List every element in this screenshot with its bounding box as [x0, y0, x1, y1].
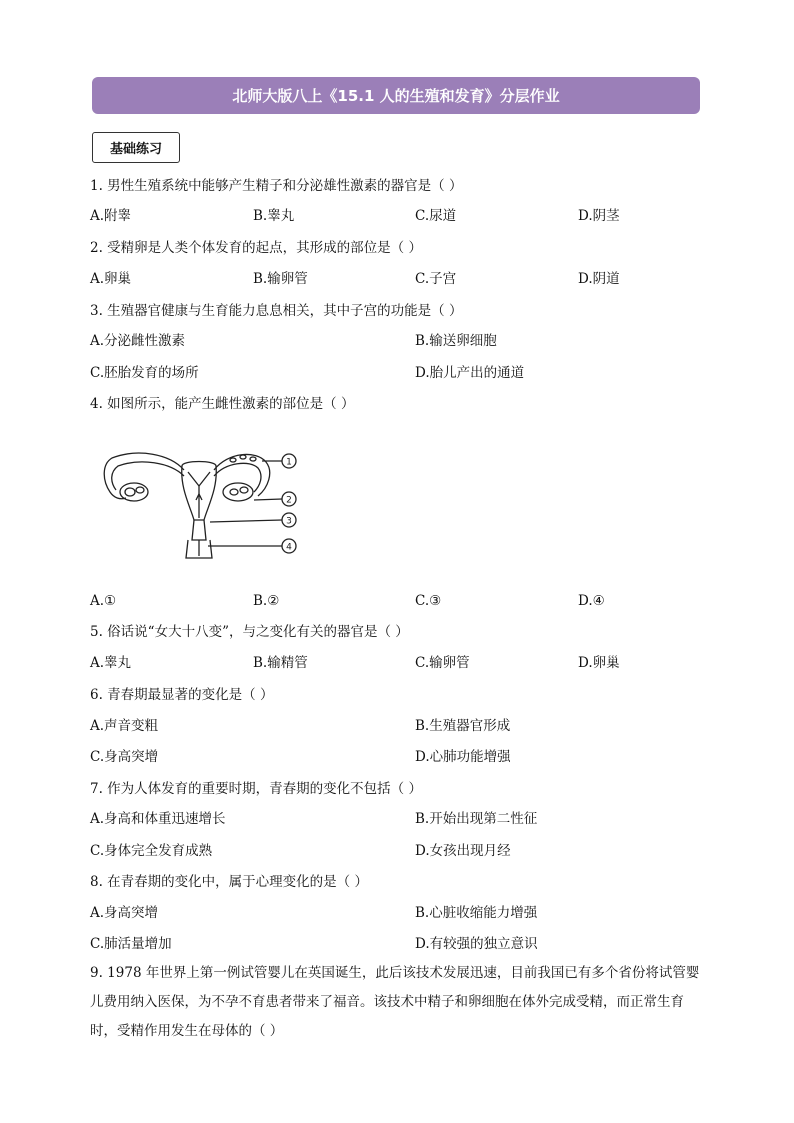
q3-option-b: B.输送卵细胞 [415, 333, 497, 349]
q6-option-b: B.生殖器官形成 [415, 718, 511, 734]
question-2-stem: 2. 受精卵是人类个体发育的起点，其形成的部位是（ ） [90, 240, 422, 256]
svg-text:3: 3 [286, 516, 292, 527]
svg-text:4: 4 [286, 542, 292, 553]
q1-option-d: D.阴茎 [578, 208, 620, 224]
svg-text:1: 1 [286, 457, 292, 468]
q6-option-d: D.心肺功能增强 [415, 749, 511, 765]
q7-option-b: B.开始出现第二性征 [415, 811, 538, 827]
q4-option-b: B.② [253, 593, 280, 609]
q7-option-d: D.女孩出现月经 [415, 843, 511, 859]
q1-option-c: C.尿道 [415, 208, 457, 224]
document-title: 北师大版八上《15.1 人的生殖和发育》分层作业 [92, 77, 700, 114]
q1-option-b: B.睾丸 [253, 208, 295, 224]
q2-option-b: B.输卵管 [253, 271, 308, 287]
question-6-stem: 6. 青春期最显著的变化是（ ） [90, 687, 274, 703]
q6-option-a: A.声音变粗 [90, 718, 159, 734]
q4-option-c: C.③ [415, 593, 442, 609]
q5-option-a: A.睾丸 [90, 655, 132, 671]
q8-option-b: B.心脏收缩能力增强 [415, 905, 538, 921]
q8-option-a: A.身高突增 [90, 905, 159, 921]
q7-option-a: A.身高和体重迅速增长 [90, 811, 226, 827]
q4-option-d: D.④ [578, 593, 605, 609]
q5-option-b: B.输精管 [253, 655, 308, 671]
question-1-stem: 1. 男性生殖系统中能够产生精子和分泌雄性激素的器官是（ ） [90, 178, 463, 194]
q8-option-d: D.有较强的独立意识 [415, 936, 538, 952]
question-5-stem: 5. 俗话说“女大十八变”，与之变化有关的器官是（ ） [90, 624, 409, 640]
q5-option-d: D.卵巢 [578, 655, 620, 671]
question-4-stem: 4. 如图所示，能产生雌性激素的部位是（ ） [90, 396, 355, 412]
female-reproductive-system-diagram [98, 440, 308, 560]
question-7-stem: 7. 作为人体发育的重要时期，青春期的变化不包括（ ） [90, 781, 422, 797]
svg-text:2: 2 [286, 495, 292, 506]
q6-option-c: C.身高突增 [90, 749, 159, 765]
question-8-stem: 8. 在青春期的变化中，属于心理变化的是（ ） [90, 874, 368, 890]
section-label: 基础练习 [92, 132, 180, 163]
q8-option-c: C.肺活量增加 [90, 936, 172, 952]
question-9-stem: 9. 1978 年世界上第一例试管婴儿在英国诞生，此后该技术发展迅速，目前我国已有多个省份将试管婴儿费用纳入医保，为不孕不育患者带来了福音。该技术中精子和卵细胞在体外完成受精，而正常生育时，受精作用发生在母体的（ ） [90, 965, 700, 1039]
q5-option-c: C.输卵管 [415, 655, 470, 671]
q3-option-c: C.胚胎发育的场所 [90, 365, 199, 381]
q4-option-a: A.① [90, 593, 117, 609]
q2-option-d: D.阴道 [578, 271, 620, 287]
question-3-stem: 3. 生殖器官健康与生育能力息息相关，其中子宫的功能是（ ） [90, 303, 463, 319]
q1-option-a: A.附睾 [90, 208, 132, 224]
q2-option-a: A.卵巢 [90, 271, 132, 287]
q2-option-c: C.子宫 [415, 271, 457, 287]
q3-option-d: D.胎儿产出的通道 [415, 365, 525, 381]
q3-option-a: A.分泌雌性激素 [90, 333, 186, 349]
q7-option-c: C.身体完全发育成熟 [90, 843, 213, 859]
